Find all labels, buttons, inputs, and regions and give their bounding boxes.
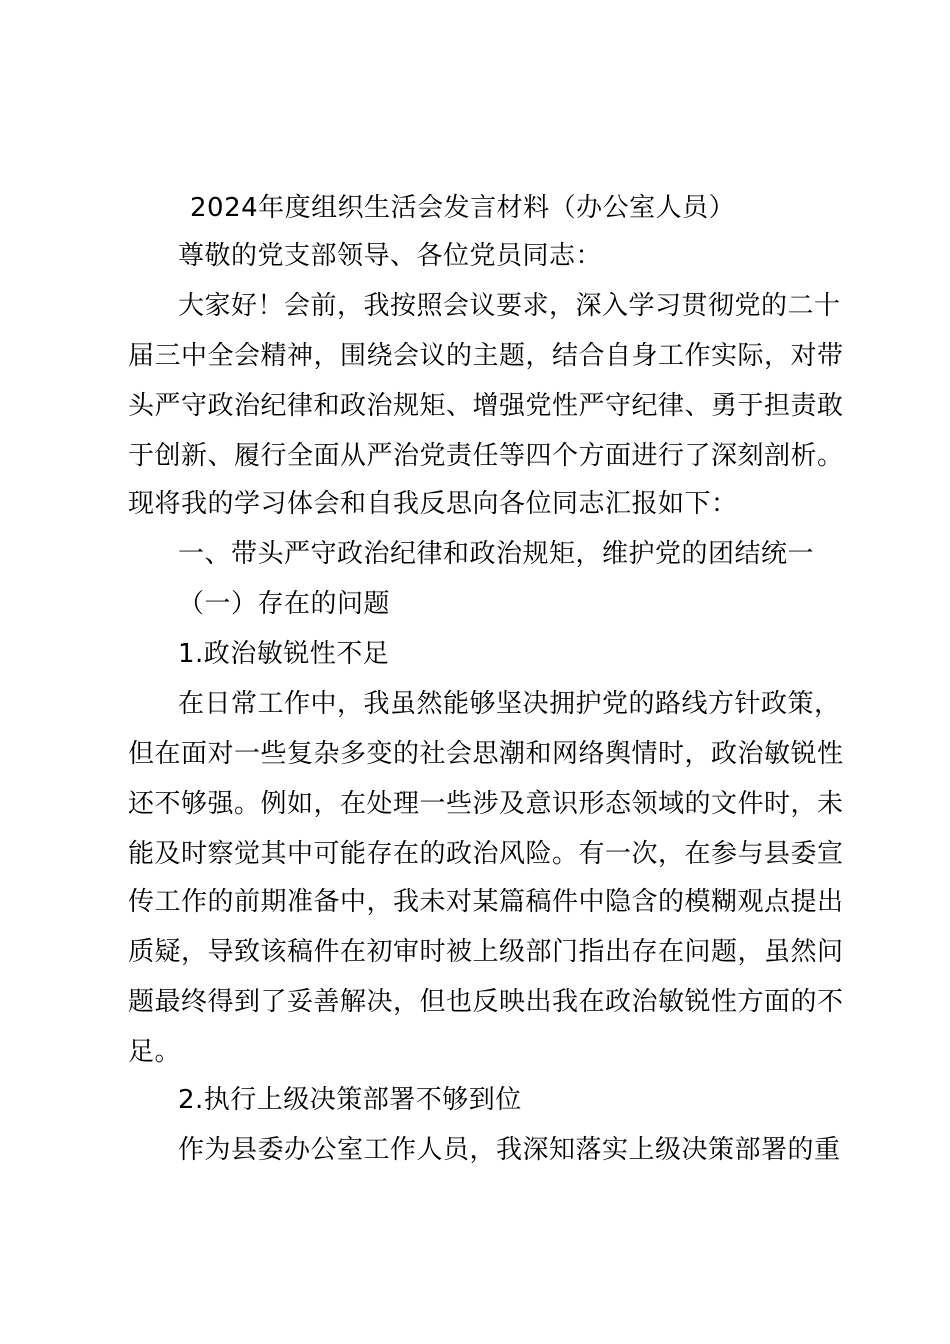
paragraph-line: 于创新、履行全面从严治党责任等四个方面进行了深刻剖析。 xyxy=(128,441,844,471)
document-title: 2024年度组织生活会发言材料（办公室人员） xyxy=(190,193,736,223)
paragraph-line: 现将我的学习体会和自我反思向各位同志汇报如下： xyxy=(128,489,738,519)
paragraph-line: 质疑，导致该稿件在初审时被上级部门指出存在问题，虽然问 xyxy=(128,937,844,967)
paragraph-line: 在日常工作中，我虽然能够坚决拥护党的路线方针政策， xyxy=(178,689,841,719)
paragraph-line: 但在面对一些复杂多变的社会思潮和网络舆情时，政治敏锐性 xyxy=(128,739,844,769)
paragraph-line: 能及时察觉其中可能存在的政治风险。有一次，在参与县委宣 xyxy=(128,839,844,869)
paragraph-line: 作为县委办公室工作人员，我深知落实上级决策部署的重 xyxy=(178,1135,841,1165)
item-heading: 2.执行上级决策部署不够到位 xyxy=(178,1085,522,1115)
paragraph-line: 题最终得到了妥善解决，但也反映出我在政治敏锐性方面的不 xyxy=(128,987,844,1017)
salutation: 尊敬的党支部领导、各位党员同志： xyxy=(178,241,603,271)
paragraph-line: 传工作的前期准备中，我未对某篇稿件中隐含的模糊观点提出 xyxy=(128,887,844,917)
paragraph-line: 大家好！会前，我按照会议要求，深入学习贯彻党的二十 xyxy=(178,291,841,321)
paragraph-line: 届三中全会精神，围绕会议的主题，结合自身工作实际，对带 xyxy=(128,341,844,371)
subsection-heading: （一）存在的问题 xyxy=(178,589,391,619)
paragraph-line: 足。 xyxy=(128,1037,182,1067)
paragraph-line: 头严守政治纪律和政治规矩、增强党性严守纪律、勇于担责敢 xyxy=(128,391,844,421)
paragraph-line: 还不够强。例如，在处理一些涉及意识形态领域的文件时，未 xyxy=(128,789,844,819)
section-heading: 一、带头严守政治纪律和政治规矩，维护党的团结统一 xyxy=(178,539,815,569)
item-heading: 1.政治敏锐性不足 xyxy=(178,639,390,669)
